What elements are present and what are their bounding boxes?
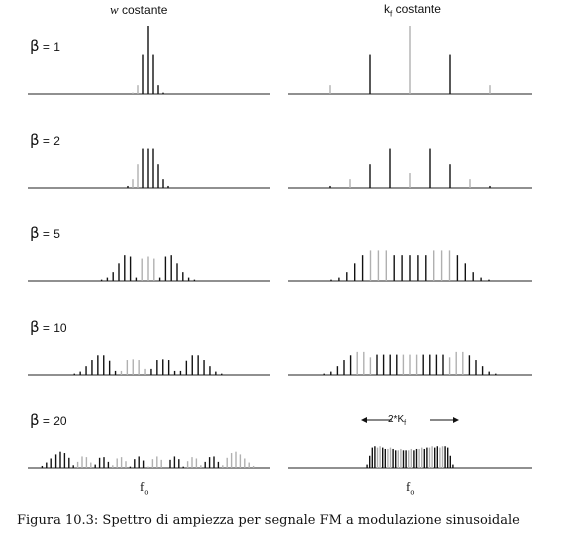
beta-value: = 5 — [39, 227, 60, 241]
beta-symbol: β — [30, 131, 40, 149]
beta-symbol: β — [30, 318, 40, 336]
beta-symbol: β — [30, 224, 40, 242]
freq-sub-left: o — [144, 487, 149, 497]
kf-arrow-right-head — [453, 417, 459, 423]
beta-value: = 1 — [39, 40, 60, 54]
freq-sub-right: o — [410, 487, 415, 497]
kf-subscript: f — [390, 9, 393, 19]
beta-symbol: β — [30, 411, 40, 429]
omega-symbol: w — [110, 2, 119, 17]
figure-caption: Figura 10.3: Spettro di ampiezza per segnale FM a modulazione sinusoidale — [17, 513, 520, 528]
beta-symbol: β — [30, 37, 40, 55]
left-title-text: costante — [118, 3, 168, 17]
beta-value: = 2 — [39, 134, 60, 148]
carrier-frequency-label-left — [140, 479, 148, 497]
freq-label-right: f — [406, 479, 411, 494]
kf-symbol: k — [384, 2, 390, 16]
right-title-text: costante — [392, 2, 441, 16]
kf-bandwidth-annotation — [388, 414, 406, 427]
kf-annotation-text: 2*K — [388, 414, 405, 425]
beta-value: = 10 — [39, 321, 67, 335]
kf-arrow-left-head — [361, 417, 367, 423]
freq-label-left: f — [140, 479, 145, 494]
kf-annotation-subscript: f — [404, 420, 407, 427]
carrier-frequency-label-right — [406, 479, 414, 497]
beta-value: = 20 — [39, 414, 67, 428]
